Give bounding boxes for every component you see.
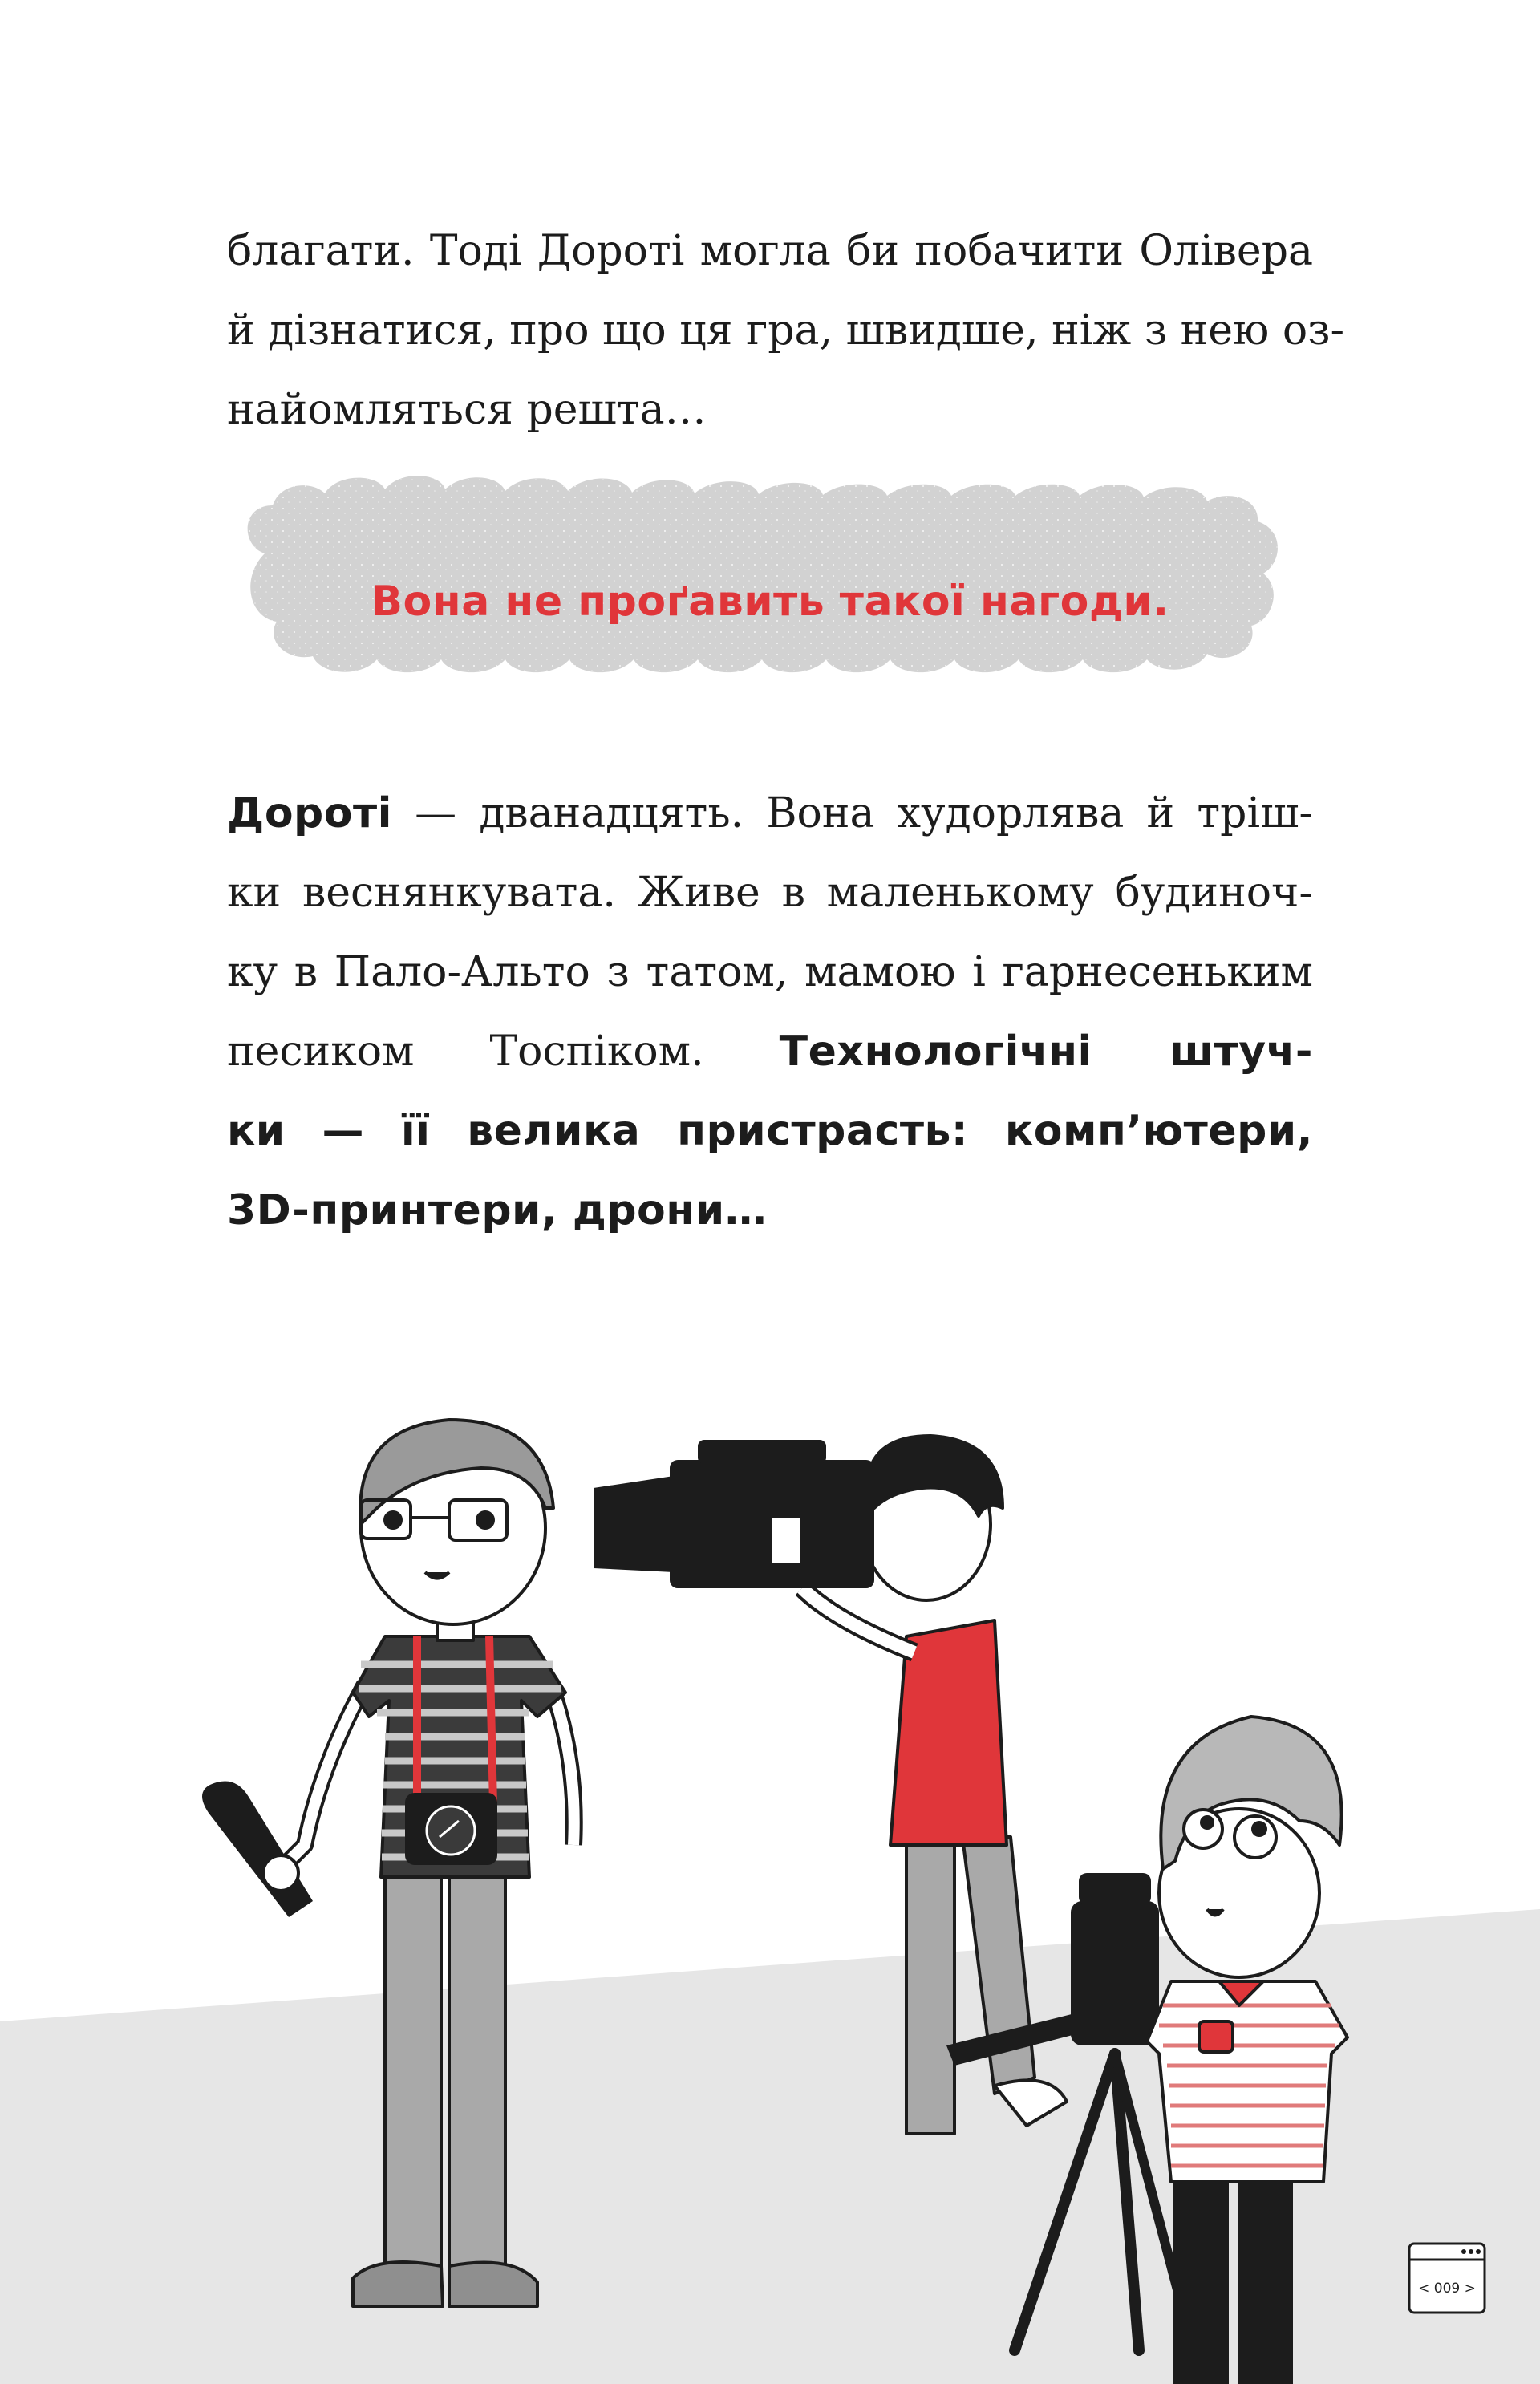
video-camera-icon xyxy=(594,1440,874,1588)
text-line: ки — її велика пристрасть: комп’ютери, xyxy=(227,1107,1313,1155)
text-segment: — дванадцять. Вона худорлява й тріш- xyxy=(391,789,1313,837)
page-number: < 009 > xyxy=(1418,2281,1476,2297)
text-line: ки веснянкувата. Живе в маленькому будиноч- xyxy=(227,869,1313,917)
character-name: Дороті xyxy=(227,789,392,837)
text-line: й дізнатися, про що ця гра, швидше, ніж з нею оз- xyxy=(227,306,1345,355)
bold-segment: Технологічні штуч- xyxy=(779,1028,1313,1076)
text-line: ку в Пало-Альто з татом, мамою і гарнесеньким xyxy=(227,948,1313,996)
page-number-badge xyxy=(1408,2242,1486,2314)
text-line: 3D-принтери, дрони… xyxy=(227,1186,768,1235)
highlight-text: Вона не проґавить такої нагоди. xyxy=(371,578,1169,626)
text-segment: песиком Тоспіком. xyxy=(227,1028,780,1076)
text-line: найомляться решта… xyxy=(227,386,707,434)
text-line: благати. Тоді Дороті могла би побачити Олівера xyxy=(227,227,1313,275)
camera-icon xyxy=(405,1793,497,1865)
